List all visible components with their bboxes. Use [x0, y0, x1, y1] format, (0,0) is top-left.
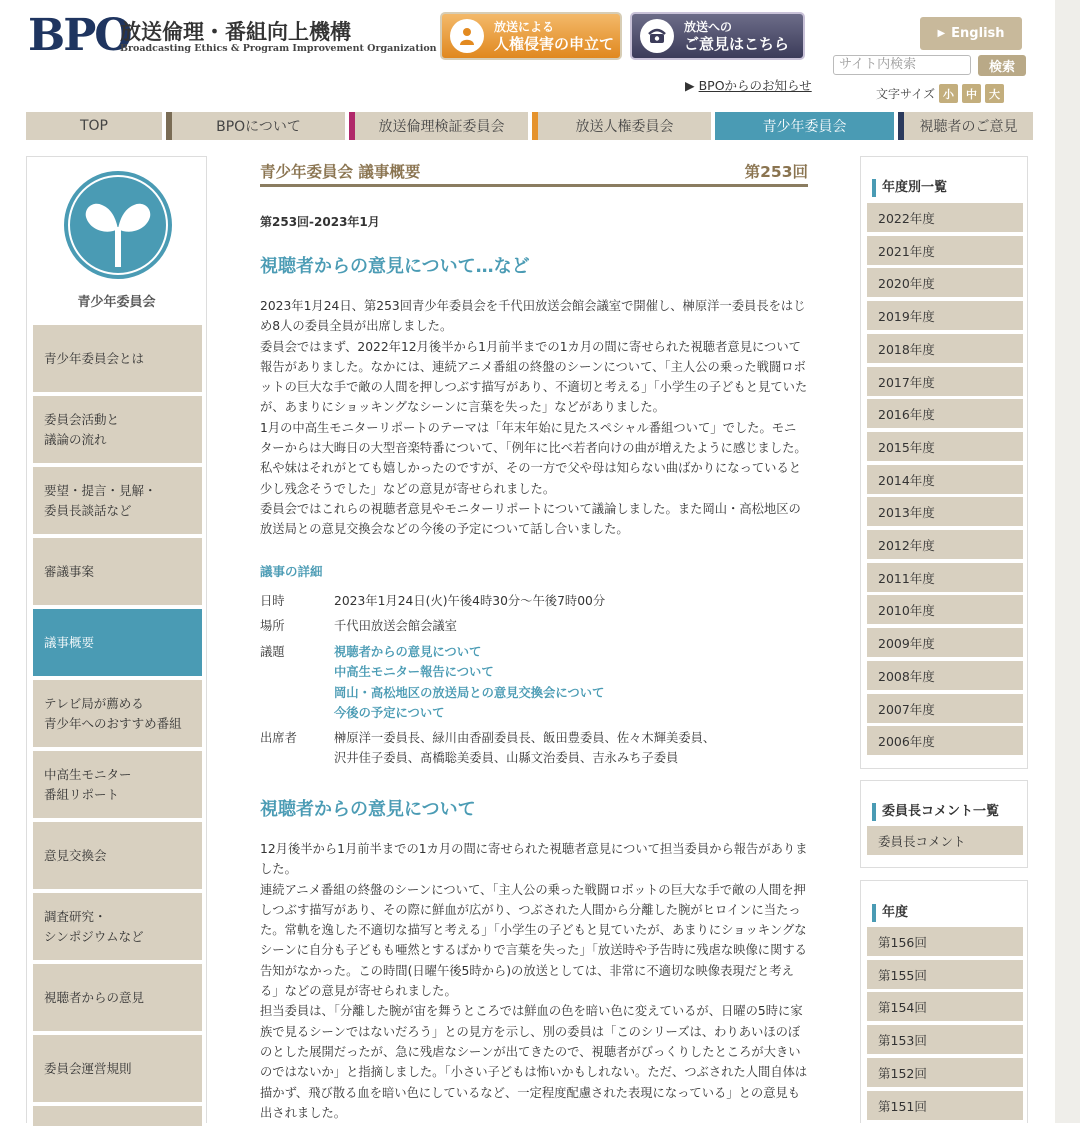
- person-icon: [450, 19, 484, 53]
- site-logo[interactable]: [28, 10, 437, 61]
- body-paragraph: 担当委員は、「分離した腕が宙を舞うところでは鮮血の色を暗い色に変えているが、日曜の5時に家族で見るシーンではないだろう」との見方を示し、別の委員は「このシリーズは、わりあいほのぼのとした展開だったが、急に残虐なシーンが出てきたので、視聴者がびっくりしたところが大きいのではないか」と指摘しました。「小さい子どもは怖いかもしれない。ただ、つぶされた人間自体は描かず、飛び散る血を暗い色にしているなど、一定程度配慮された表現になっている」との意見も出されました。: [260, 1004, 808, 1120]
- session-link-152[interactable]: 第152回: [867, 1058, 1023, 1087]
- nav-about-bpo[interactable]: [166, 112, 345, 140]
- year-link-2011[interactable]: 2011年度: [867, 563, 1023, 592]
- year-link-2020[interactable]: 2020年度: [867, 268, 1023, 297]
- session-link-155[interactable]: 第155回: [867, 960, 1023, 989]
- nav-viewer-opinions[interactable]: [898, 112, 1033, 140]
- detail-label: 出席者: [260, 731, 297, 745]
- section-title-summary: 視聴者からの意見について…など: [260, 256, 530, 277]
- body-paragraph: 12月後半から1月前半までの1カ月の間に寄せられた視聴者意見について担当委員から報告がありました。: [260, 842, 808, 877]
- sidebar-item-label: 調査研究・ シンポジウムなど: [44, 908, 144, 944]
- detail-value: 2023年1月24日(火)午後4時30分～午後7時00分: [334, 594, 606, 608]
- nav-about-label: BPOについて: [216, 119, 301, 135]
- sidebar-item-label: 委員会運営規則: [44, 1060, 132, 1076]
- detail-value: 千代田放送会館会議室: [334, 619, 457, 633]
- detail-value: [334, 728, 715, 769]
- session-link-154[interactable]: 第154回: [867, 992, 1023, 1021]
- nav-top-label: TOP: [79, 118, 108, 134]
- session-link-156[interactable]: 第156回: [867, 927, 1023, 956]
- year-list-title: 年度別一覧: [872, 179, 947, 197]
- chair-comment-link[interactable]: 委員長コメント: [867, 826, 1023, 855]
- nav-ethics-committee[interactable]: [349, 112, 528, 140]
- sidebar-item-recommended-programs[interactable]: [33, 680, 202, 747]
- sidebar-item-label: 要望・提言・見解・ 委員長談話など: [44, 482, 157, 518]
- left-sidebar: [26, 156, 207, 1123]
- sidebar-item-requests[interactable]: [33, 467, 202, 534]
- session-list-title: 年度: [872, 904, 908, 922]
- year-link-2014[interactable]: 2014年度: [867, 465, 1023, 494]
- year-link-2010[interactable]: 2010年度: [867, 595, 1023, 624]
- year-link-2019[interactable]: 2019年度: [867, 301, 1023, 330]
- year-link-2018[interactable]: 2018年度: [867, 334, 1023, 363]
- session-link-151[interactable]: 第151回: [867, 1091, 1023, 1120]
- news-link[interactable]: BPOからのお知らせ: [698, 78, 812, 93]
- intro-paragraph: 委員会ではこれらの視聴者意見やモニターリポートについて議論しました。また岡山・高松地区の放送局との意見交換会などの今後の予定について話し合いました。: [260, 501, 801, 537]
- sidebar-item-exchange[interactable]: [33, 822, 202, 889]
- year-link-2007[interactable]: 2007年度: [867, 694, 1023, 723]
- news-link-wrapper: [685, 76, 812, 94]
- detail-label: 場所: [260, 619, 285, 633]
- opinion-button-line2: ご意見はこちら: [684, 35, 790, 53]
- news-arrow-icon: ▶: [685, 78, 695, 93]
- search-button[interactable]: 検索: [978, 55, 1026, 76]
- sidebar-item-student-monitor[interactable]: [33, 751, 202, 818]
- sidebar-item-label: 審議事案: [44, 563, 95, 579]
- site-search-input[interactable]: サイト内検索: [833, 55, 971, 75]
- agenda-link[interactable]: 中高生モニター報告について: [334, 665, 494, 680]
- session-subtitle: 第253回-2023年1月: [260, 215, 380, 229]
- sidebar-item-activities[interactable]: [33, 396, 202, 463]
- session-list-panel: [860, 880, 1028, 1123]
- sidebar-item-label: 議事概要: [44, 634, 95, 650]
- sidebar-item-about-committee[interactable]: [33, 325, 202, 392]
- content-header: [260, 160, 808, 187]
- nav-youth-label: 青少年委員会: [762, 119, 847, 135]
- section2-paragraphs: [260, 839, 808, 1123]
- sidebar-item-minutes[interactable]: [33, 609, 202, 676]
- attendees-line: 沢井佳子委員、髙橋聡美委員、山縣文治委員、吉永みち子委員: [334, 751, 679, 766]
- nav-top[interactable]: [26, 112, 162, 140]
- agenda-link[interactable]: 岡山・高松地区の放送局との意見交換会について: [334, 685, 605, 700]
- agenda-list: [334, 642, 604, 723]
- play-triangle-icon: ▶: [937, 28, 946, 39]
- telephone-icon: [640, 19, 674, 53]
- agenda-link[interactable]: 視聴者からの意見について: [334, 645, 482, 659]
- opinion-button-line1: 放送への: [684, 20, 733, 34]
- sidebar-item-label: 意見交換会: [44, 847, 107, 863]
- year-link-2006[interactable]: 2006年度: [867, 726, 1023, 755]
- sidebar-item-label: テレビ局が薦める 青少年へのおすすめ番組: [44, 695, 182, 731]
- year-link-2017[interactable]: 2017年度: [867, 367, 1023, 396]
- left-sidebar-title: 青少年委員会: [77, 295, 156, 310]
- page-title: 青少年委員会 議事概要: [260, 163, 421, 181]
- sidebar-item-label: 青少年委員会とは: [44, 350, 145, 366]
- opinion-submit-button[interactable]: [630, 12, 805, 60]
- sidebar-item-next[interactable]: [33, 1106, 202, 1126]
- nav-viewer-label: 視聴者のご意見: [919, 119, 1018, 135]
- sprout-logo-icon[interactable]: [64, 171, 172, 279]
- body-paragraph: 連続アニメ番組の終盤のシーンについて、「主人公の乗った戦闘ロボットの巨大な手で敵の人間を押しつぶす描写があり、その際に鮮血が広がり、つぶされた人間から分離した腕がヒロインに当たった。常軌を逸した不適切な描写と考える」「小学生の子どもと見ていたが、あまりにショッキングなシーンに自分も子どもも唖然とするばかりで言葉を失った」「放送時や予告時に残虐な映像に関する告知がなかった。この時間(日曜午後5時から)の放送としては、非常に不適切な映像表現だと考える」などの意見が寄せられました。: [260, 882, 807, 999]
- global-nav: [26, 112, 1033, 140]
- intro-paragraph: 1月の中高生モニターリポートのテーマは「年末年始に見たスペシャル番組ついて」でした。モニターからは大晦日の大型音楽特番について、「例年に比べ若者向けの曲が増えたように感じました。私や妹はそれがとても嬉しかったのですが、その一方で父や母は知らない曲ばかりになっていると少し残念そうでした」などの意見が寄せられました。: [260, 420, 807, 496]
- sidebar-item-rules[interactable]: [33, 1035, 202, 1102]
- nav-youth-committee[interactable]: [715, 112, 894, 140]
- attendees-line: 榊原洋一委員長、緑川由香副委員長、飯田豊委員、佐々木輝美委員、: [334, 731, 716, 745]
- english-button[interactable]: [920, 17, 1022, 50]
- chair-comment-title: 委員長コメント一覧: [872, 803, 999, 821]
- year-link-2012[interactable]: 2012年度: [867, 530, 1023, 559]
- font-size-large-button[interactable]: 大: [985, 84, 1004, 103]
- sidebar-item-cases[interactable]: [33, 538, 202, 605]
- detail-label: 日時: [260, 594, 285, 608]
- english-label: English: [951, 26, 1005, 41]
- intro-paragraph: 委員会ではまず、2022年12月後半から1月前半までの1カ月の間に寄せられた視聴者意見について報告がありました。なかには、連続アニメ番組の終盤のシーンについて、「主人公の乗った戦闘ロボットの巨大な手で敵の人間を押しつぶす描写があり、不適切と考える」「小学生の子どもと見ていたが、あまりにショッキングなシーンに言葉を失った」などがありました。: [260, 339, 808, 415]
- year-link-2015[interactable]: 2015年度: [867, 432, 1023, 461]
- intro-paragraphs: [260, 296, 808, 540]
- font-size-small-button[interactable]: 小: [939, 84, 958, 103]
- intro-paragraph: 2023年1月24日、第253回青少年委員会を千代田放送会館会議室で開催し、榊原洋一委員長をはじめ8人の委員全員が出席しました。: [260, 299, 806, 334]
- human-rights-complaint-button[interactable]: [440, 12, 622, 60]
- nav-human-rights-label: 放送人権委員会: [575, 119, 674, 135]
- logo-mark: BPO: [28, 10, 131, 61]
- session-link-153[interactable]: 第153回: [867, 1025, 1023, 1054]
- sidebar-item-label: 委員会活動と 議論の流れ: [44, 411, 120, 447]
- session-number: 第253回: [744, 163, 808, 181]
- agenda-link[interactable]: 今後の予定について: [334, 705, 445, 720]
- sidebar-item-label: 視聴者からの意見: [44, 989, 145, 1005]
- year-link-2009[interactable]: 2009年度: [867, 628, 1023, 657]
- year-link-2013[interactable]: 2013年度: [867, 497, 1023, 526]
- section-title-viewer-opinions: 視聴者からの意見について: [260, 799, 476, 820]
- year-link-2022[interactable]: 2022年度: [867, 203, 1023, 232]
- year-list-panel: [860, 156, 1028, 769]
- year-link-2016[interactable]: 2016年度: [867, 399, 1023, 428]
- nav-human-rights-committee[interactable]: [532, 112, 711, 140]
- sidebar-item-research[interactable]: [33, 893, 202, 960]
- human-rights-button-line1: 放送による: [494, 20, 555, 34]
- human-rights-button-line2: 人権侵害の申立て: [494, 35, 615, 53]
- sidebar-item-viewer-opinions[interactable]: [33, 964, 202, 1031]
- page-gutter: [1055, 0, 1080, 1123]
- font-size-medium-button[interactable]: 中: [962, 84, 981, 103]
- year-link-2008[interactable]: 2008年度: [867, 661, 1023, 690]
- detail-label: 議題: [260, 645, 285, 659]
- year-link-2021[interactable]: 2021年度: [867, 236, 1023, 265]
- font-size-control: [876, 84, 1004, 103]
- chair-comment-panel: [860, 780, 1028, 868]
- details-heading: 議事の詳細: [260, 564, 323, 579]
- nav-ethics-label: 放送倫理検証委員会: [378, 119, 505, 135]
- sidebar-item-label: 中高生モニター 番組リポート: [44, 766, 132, 802]
- logo-japanese-name: 放送倫理・番組向上機構: [120, 20, 351, 44]
- logo-english-name: Broadcasting Ethics & Program Improvement Organization: [120, 43, 437, 54]
- font-size-label: 文字サイズ: [876, 87, 936, 101]
